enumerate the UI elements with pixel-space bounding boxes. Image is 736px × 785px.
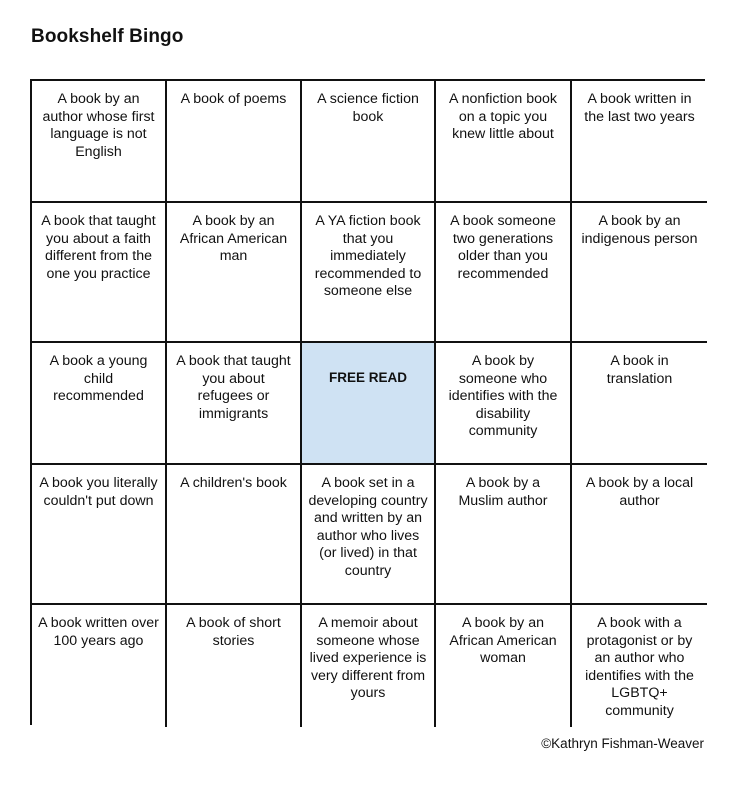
bingo-cell: A children's book bbox=[167, 465, 302, 605]
free-read-cell: FREE READ bbox=[302, 343, 436, 465]
bingo-cell: A book by a local author bbox=[572, 465, 707, 605]
bingo-cell: A book written in the last two years bbox=[572, 81, 707, 203]
bingo-cell: A science fiction book bbox=[302, 81, 436, 203]
bingo-cell: A YA fiction book that you immediately recommended to someone else bbox=[302, 203, 436, 343]
bingo-cell: A book you literally couldn't put down bbox=[32, 465, 167, 605]
bingo-cell: A book by an African American man bbox=[167, 203, 302, 343]
bingo-cell: A book of poems bbox=[167, 81, 302, 203]
bingo-cell: A book a young child recommended bbox=[32, 343, 167, 465]
bingo-cell: A book set in a developing country and written by an author who lives (or lived) in that country bbox=[302, 465, 436, 605]
page-title: Bookshelf Bingo bbox=[31, 26, 184, 47]
bingo-grid bbox=[30, 79, 705, 725]
copyright-credit: ©Kathryn Fishman-Weaver bbox=[541, 736, 704, 751]
bingo-cell: A book someone two generations older than you recommended bbox=[436, 203, 572, 343]
bingo-cell: A memoir about someone whose lived experience is very different from yours bbox=[302, 605, 436, 727]
bingo-cell: A book by an indigenous person bbox=[572, 203, 707, 343]
bingo-cell: A book of short stories bbox=[167, 605, 302, 727]
bingo-cell: A book that taught you about a faith different from the one you practice bbox=[32, 203, 167, 343]
bingo-cell: A book by an author whose first language is not English bbox=[32, 81, 167, 203]
bingo-cell: A book in translation bbox=[572, 343, 707, 465]
bingo-cell: A book that taught you about refugees or immigrants bbox=[167, 343, 302, 465]
bingo-cell: A book by an African American woman bbox=[436, 605, 572, 727]
bingo-cell: A book by someone who identifies with the disability community bbox=[436, 343, 572, 465]
bingo-cell: A nonfiction book on a topic you knew little about bbox=[436, 81, 572, 203]
bingo-cell: A book by a Muslim author bbox=[436, 465, 572, 605]
bingo-cell: A book written over 100 years ago bbox=[32, 605, 167, 727]
bingo-cell: A book with a protagonist or by an author who identifies with the LGBTQ+ community bbox=[572, 605, 707, 727]
